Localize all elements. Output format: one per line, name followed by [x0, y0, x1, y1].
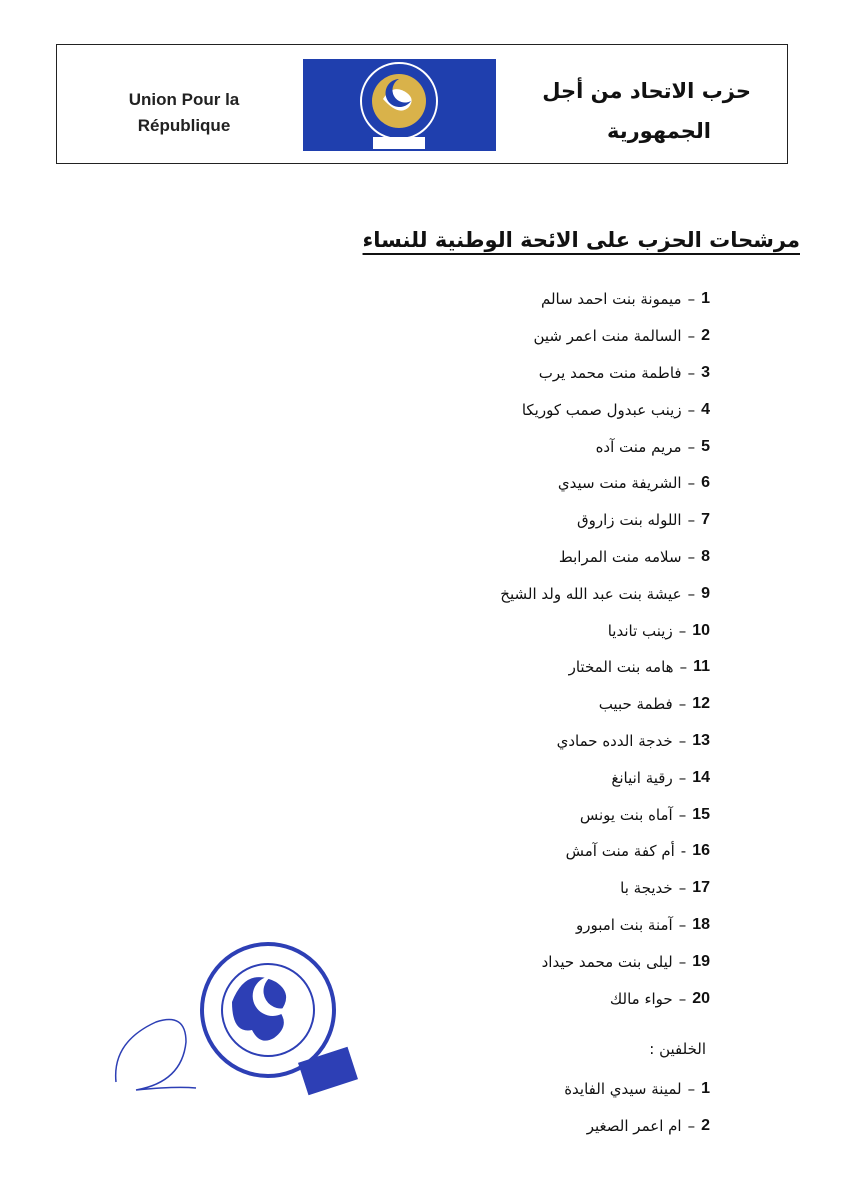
candidate-number: 4	[701, 400, 710, 418]
candidate-name: رقية انيانغ	[611, 768, 673, 787]
candidate-item	[190, 281, 710, 318]
candidate-name: زينب تانديا	[607, 621, 673, 640]
substitutes-title: الخلفين :	[649, 1040, 706, 1058]
candidate-name: آمنة بنت امبورو	[576, 915, 673, 934]
candidate-item	[190, 833, 710, 870]
candidate-number: 3	[701, 363, 710, 381]
candidate-name: أم كفة منت آمش	[565, 842, 675, 861]
candidate-item	[190, 428, 710, 465]
candidate-number: 13	[692, 731, 710, 749]
candidate-name: الشريفة منت سيدي	[557, 474, 682, 493]
candidate-name: خديجة با	[620, 879, 673, 898]
candidate-item	[190, 796, 710, 833]
candidate-separator: -	[680, 842, 687, 861]
party-name-arabic	[511, 71, 751, 151]
candidate-separator: –	[687, 363, 696, 382]
candidate-number: 8	[701, 547, 710, 565]
candidate-name: فطمة حبيب	[598, 695, 673, 714]
candidate-item	[190, 759, 710, 796]
candidate-separator: –	[678, 768, 687, 787]
candidate-item	[190, 355, 710, 392]
candidate-name: مريم منت آده	[595, 437, 682, 456]
page-title: مرشحات الحزب على الائحة الوطنية للنساء	[362, 228, 800, 252]
candidate-separator: –	[687, 511, 696, 530]
candidate-item	[190, 539, 710, 576]
candidate-name: اللوله بنت زاروق	[577, 511, 682, 530]
official-stamp	[106, 942, 371, 1117]
candidate-separator: –	[678, 805, 687, 824]
candidate-separator: –	[687, 437, 696, 456]
substitute-name: ام اعمر الصغير	[586, 1117, 682, 1136]
candidate-number: 2	[701, 327, 710, 345]
candidate-name: خدجة الدده حمادي	[556, 731, 673, 750]
candidate-number: 17	[692, 879, 710, 897]
candidate-name: آماه بنت يونس	[579, 805, 673, 824]
candidate-number: 10	[692, 621, 710, 639]
candidate-name: حواء مالك	[609, 989, 673, 1008]
candidate-separator: –	[678, 952, 687, 971]
candidate-separator: –	[687, 290, 696, 309]
party-name-french	[99, 87, 269, 139]
candidate-number: 1	[701, 290, 710, 308]
candidate-name: السالمة منت اعمر شين	[533, 327, 682, 346]
substitute-number: 1	[701, 1080, 710, 1098]
candidate-separator: –	[678, 879, 687, 898]
candidate-name: فاطمة منت محمد يرب	[538, 363, 682, 382]
candidate-name: زينب عبدول صمب كوريكا	[521, 400, 682, 419]
party-name-french-line2: République	[137, 116, 231, 135]
candidate-name: ليلى بنت محمد حيداد	[541, 952, 673, 971]
candidate-separator: –	[678, 695, 687, 714]
candidate-separator: –	[687, 474, 696, 493]
party-name-french-line1: Union Pour la	[128, 90, 240, 109]
candidate-item	[190, 612, 710, 649]
candidate-separator: –	[687, 327, 696, 346]
candidate-item	[190, 907, 710, 944]
candidate-number: 19	[692, 952, 710, 970]
candidate-number: 11	[693, 658, 710, 676]
party-logo	[303, 59, 496, 151]
candidate-item	[190, 318, 710, 355]
candidate-separator: –	[678, 915, 687, 934]
candidate-name: ميمونة بنت احمد سالم	[540, 290, 682, 309]
candidate-separator: –	[678, 989, 687, 1008]
candidate-separator: –	[687, 547, 696, 566]
candidate-item	[190, 723, 710, 760]
party-name-arabic-line1: حزب الاتحاد من أجل	[542, 79, 751, 103]
candidate-number: 18	[692, 915, 710, 933]
letterhead	[56, 44, 788, 164]
substitute-separator: –	[687, 1117, 696, 1136]
candidate-item	[190, 870, 710, 907]
candidate-number: 5	[701, 437, 710, 455]
candidate-name: هامه بنت المختار	[568, 658, 674, 677]
candidate-number: 15	[692, 805, 710, 823]
candidate-number: 20	[692, 989, 710, 1007]
candidate-name: سلامه منت المرابط	[558, 547, 682, 566]
substitute-name: لمينة سيدي الفايدة	[564, 1080, 682, 1099]
candidate-number: 7	[701, 511, 710, 529]
candidate-item	[190, 686, 710, 723]
candidate-number: 6	[701, 474, 710, 492]
candidate-list	[190, 281, 710, 1017]
candidate-item	[190, 465, 710, 502]
candidate-item	[190, 502, 710, 539]
candidate-separator: –	[678, 621, 687, 640]
candidate-number: 12	[692, 695, 710, 713]
substitute-separator: –	[687, 1080, 696, 1099]
candidate-name: عيشة بنت عبد الله ولد الشيخ	[500, 584, 682, 603]
candidate-number: 14	[692, 768, 710, 786]
candidate-separator: –	[679, 658, 688, 677]
substitute-number: 2	[701, 1117, 710, 1135]
candidate-number: 9	[701, 584, 710, 602]
candidate-separator: –	[678, 731, 687, 750]
candidate-item	[190, 575, 710, 612]
party-name-arabic-line2: الجمهورية	[606, 119, 711, 143]
candidate-separator: –	[687, 400, 696, 419]
candidate-number: 16	[692, 842, 710, 860]
candidate-item	[190, 649, 710, 686]
candidate-separator: –	[687, 584, 696, 603]
candidate-item	[190, 391, 710, 428]
